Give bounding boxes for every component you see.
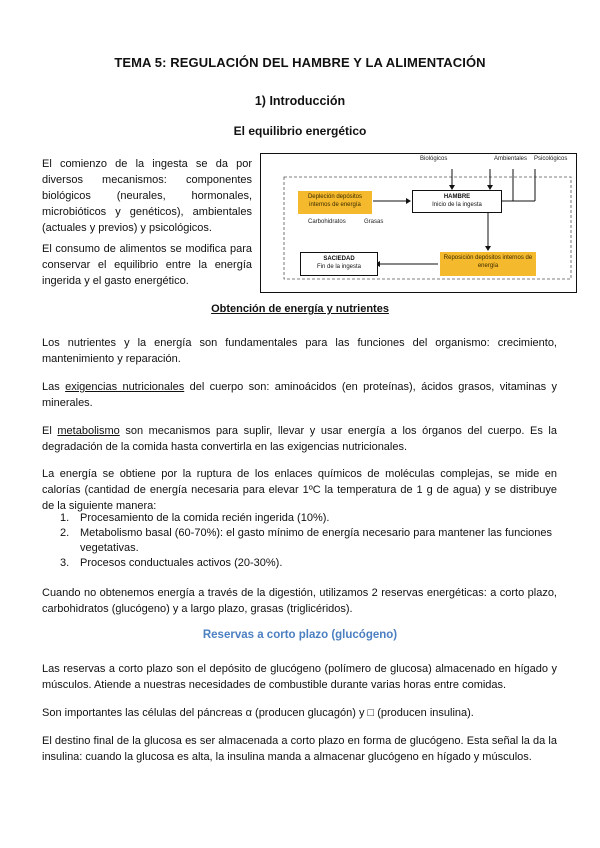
exigencias-post: del cuerpo son: aminoácidos (en proteínas), ácidos grasos, vitaminas y minerales. [42, 381, 558, 409]
paragraph-metabolismo [42, 423, 557, 455]
list-item: 2. Metabolismo basal (60-70%): el gasto mínimo de energía necesario para mantener las funciones vegetativas. [42, 526, 557, 556]
diagram-box-depletion: Depleción depósitos internos de energía [298, 191, 372, 214]
diagram-saciedad-title: SACIEDAD [323, 256, 355, 262]
diagram-hambre-sub: Inicio de la ingesta [432, 202, 482, 208]
diagram-label-carbohidratos: Carbohidratos [308, 219, 346, 225]
energy-distribution-list [42, 511, 557, 571]
list-item: 1. Procesamiento de la comida recién ingerida (10%). [42, 511, 557, 526]
list-item-text: Metabolismo basal (60-70%): el gasto mínimo de energía necesario para mantener las funciones vegetativas. [80, 527, 553, 554]
paragraph-nutrientes: Los nutrientes y la energía son fundamentales para las funciones del organismo: crecimiento, mantenimiento y reparación. [42, 337, 557, 365]
diagram-label-grasas: Grasas [364, 219, 384, 225]
intro-paragraph-2: El consumo de alimentos se modifica para conservar el equilibrio entre la energía ingerida y el gasto energético. [42, 243, 252, 287]
metabolismo-pre: El [42, 425, 58, 437]
metabolismo-post: son mecanismos para suplir, llevar y usar energía a los órganos del cuerpo. Es la degradación de la comida hasta convertirla en las exigencias nutricionales. [42, 425, 557, 453]
list-item-text: Procesamiento de la comida recién ingerida (10%). [80, 512, 330, 524]
energy-balance-diagram [260, 153, 577, 293]
list-item-text: Procesos conductuales activos (20-30%). [80, 557, 283, 569]
paragraph-reservas: Cuando no obtenemos energía a través de la digestión, utilizamos 2 reservas energéticas: a corto plazo, carbohidratos (glucógeno) y a largo plazo, grasas (triglicéridos). [42, 587, 557, 615]
diagram-label-psicologicos: Psicológicos [534, 156, 568, 162]
diagram-box-hambre [412, 190, 502, 213]
document-title: TEMA 5: REGULACIÓN DEL HAMBRE Y LA ALIMENTACIÓN [114, 55, 486, 70]
subsection-heading-corto-plazo: Reservas a corto plazo (glucógeno) [202, 629, 398, 641]
list-item: 3. Procesos conductuales activos (20-30%). [42, 556, 557, 571]
diagram-hambre-title: HAMBRE [443, 194, 471, 200]
paragraph-corto-2: Son importantes las células del páncreas α (producen glucagón) y □ (producen insulina). [42, 707, 474, 719]
paragraph-corto-3: El destino final de la glucosa es ser almacenada a corto plazo en forma de glucógeno. Esta señal la da la insulina: cuando la glucosa es alta, la insulina manda a almacenar glucógeno en hígado y músculos. [42, 735, 557, 763]
intro-paragraph-1: El comienzo de la ingesta se da por diversos mecanismos: componentes biológicos (neurales, hormonales, microbióticos y genéticos), ambientales (actuales y previos) y psicológicos. [42, 158, 252, 234]
section-heading-intro: 1) Introducción [254, 94, 346, 108]
diagram-label-ambientales: Ambientales [494, 156, 528, 162]
paragraph-energia: La energía se obtiene por la ruptura de los enlaces químicos de moléculas complejas, se mide en calorías (cantidad de energía necesaria para elevar 1ºC la temperatura de 1 g de agua) y se distribuye de la siguiente manera: [42, 468, 557, 512]
exigencias-pre: Las [42, 381, 66, 393]
subsection-heading-equilibrio: El equilibrio energético [233, 124, 367, 138]
diagram-box-saciedad [300, 252, 378, 276]
diagram-box-reposicion: Reposición depósitos internos de energía [440, 252, 536, 276]
subsection-heading-obtencion: Obtención de energía y nutrientes [211, 303, 389, 315]
exigencias-term: exigencias nutricionales [65, 381, 185, 393]
metabolismo-term: metabolismo [57, 425, 120, 437]
diagram-saciedad-sub: Fin de la ingesta [316, 264, 362, 270]
paragraph-exigencias [42, 379, 557, 411]
diagram-label-biologicos: Biológicos [420, 156, 448, 162]
paragraph-corto-1: Las reservas a corto plazo son el depósito de glucógeno (polímero de glucosa) almacenado en hígado y músculos. Atiende a nuestras necesidades de combustible durante varias horas entre comidas. [42, 663, 557, 691]
